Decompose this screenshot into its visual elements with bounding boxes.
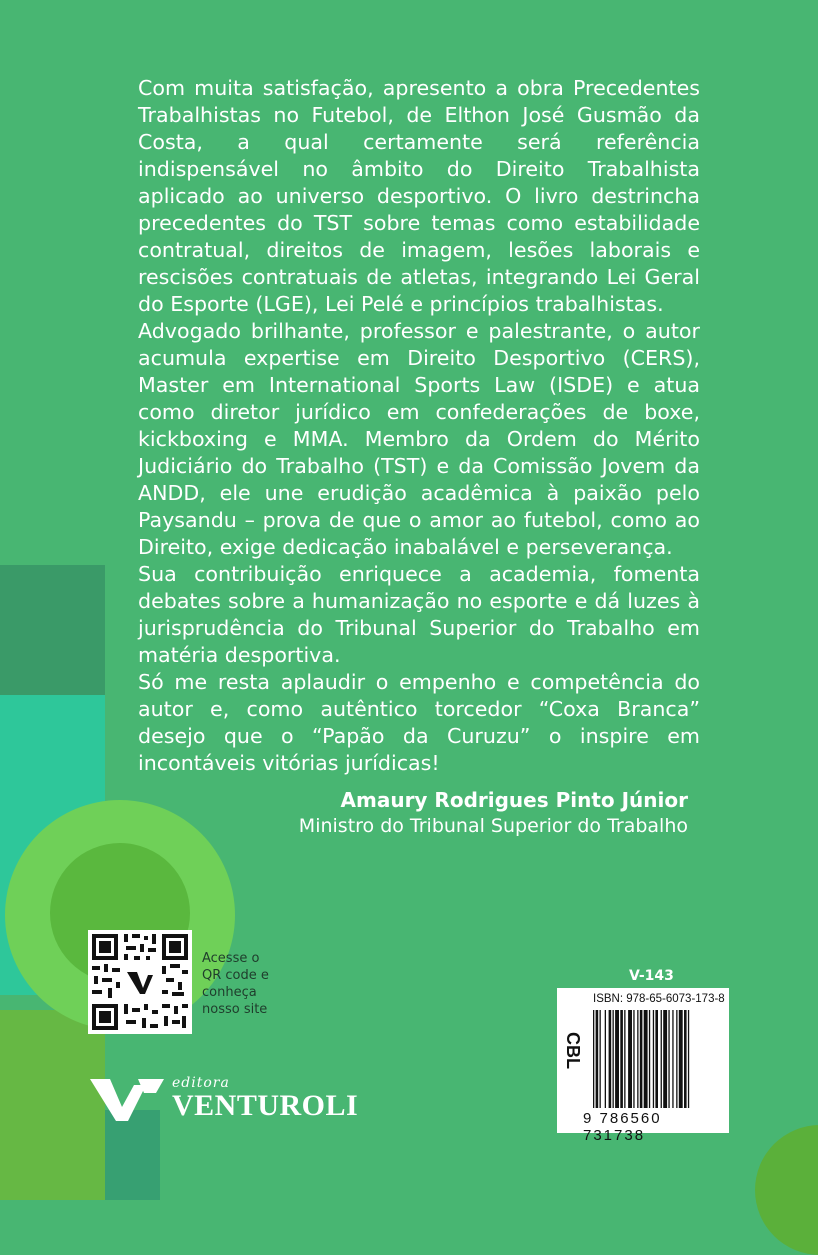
- barcode-bar: [624, 1010, 625, 1108]
- barcode-bar: [655, 1010, 658, 1108]
- author-role: Ministro do Tribunal Superior do Trabalho: [298, 815, 688, 837]
- barcode-bar: [613, 1010, 614, 1108]
- book-code: V-143: [629, 968, 674, 984]
- barcode-bar: [615, 1010, 619, 1108]
- barcode-bar: [688, 1010, 689, 1108]
- barcode-bar: [640, 1010, 643, 1108]
- barcode-bar: [653, 1010, 654, 1108]
- decor-block-dark: [0, 565, 105, 695]
- barcode-bar: [600, 1010, 601, 1108]
- barcode-bars: [593, 1010, 723, 1110]
- author-name: Amaury Rodrigues Pinto Júnior: [340, 788, 688, 812]
- cbl-seal: CBL: [563, 1032, 583, 1069]
- qr-caption-line: QR code e: [202, 968, 269, 983]
- barcode-bar: [649, 1010, 650, 1108]
- barcode-bar: [609, 1010, 612, 1108]
- back-cover-text: [138, 75, 700, 777]
- barcode-bar: [672, 1010, 673, 1108]
- decor-block-teal: [0, 695, 105, 795]
- barcode-bar: [628, 1010, 632, 1108]
- paragraph: Advogado brilhante, professor e palestrante, o autor acumula expertise em Direito Desportivo (CERS), Master em International Sports Law (ISDE) e atua como diretor jurídico em confederações de boxe, kickboxing e MMA. Membro da Ordem do Mérito Judiciário do Trabalho (TST) e da Comissão Jovem da ANDD, ele une erudição acadêmica à paixão pelo Paysandu – prova de que o amor ao futebol, como ao Direito, exige dedicação inabalável e perseverança.: [138, 319, 700, 559]
- qr-caption-line: Acesse o: [202, 951, 260, 966]
- qr-caption-line: conheça: [202, 985, 257, 1000]
- publisher-name: VENTUROLI: [172, 1089, 359, 1122]
- barcode-bar: [593, 1010, 594, 1108]
- barcode-bar: [663, 1010, 667, 1108]
- qr-code[interactable]: [88, 930, 192, 1034]
- publisher-label: editora: [172, 1075, 230, 1091]
- qr-caption-line: nosso site: [202, 1002, 268, 1017]
- decor-circle-corner: [755, 1125, 818, 1255]
- barcode-digits: 9 786560 731738: [583, 1110, 662, 1144]
- isbn-label: ISBN: 978-65-6073-173-8: [593, 993, 725, 1005]
- barcode-bar: [668, 1010, 669, 1108]
- qr-caption: [202, 950, 269, 1018]
- isbn-barcode: [557, 988, 729, 1144]
- barcode-bar: [679, 1010, 683, 1108]
- barcode-bar: [637, 1010, 638, 1108]
- venturoli-logo-icon: [88, 1077, 166, 1123]
- publisher-logo: [88, 1075, 378, 1125]
- barcode-bar: [596, 1010, 599, 1108]
- paragraph: Com muita satisfação, apresento a obra Precedentes Trabalhistas no Futebol, de Elthon José Gusmão da Costa, a qual certamente será referência indispensável no âmbito do Direito Trabalhista aplicado ao universo desportivo. O livro destrincha precedentes do TST sobre temas como estabilidade contratual, direitos de imagem, lesões laborais e rescisões contratuais de atletas, integrando Lei Geral do Esporte (LGE), Lei Pelé e princípios trabalhistas.: [138, 76, 700, 316]
- barcode-bar: [633, 1010, 634, 1108]
- barcode-bar: [644, 1010, 648, 1108]
- paragraph: Sua contribuição enriquece a academia, fomenta debates sobre a humanização no esporte e dá luzes à jurisprudência do Tribunal Superior do Trabalho em matéria desportiva.: [138, 562, 700, 667]
- barcode-bar: [676, 1010, 677, 1108]
- barcode-bar: [620, 1010, 623, 1108]
- barcode-bar: [684, 1010, 687, 1108]
- author-signature: [299, 787, 688, 839]
- paragraph: Só me resta aplaudir o empenho e competência do autor e, como autêntico torcedor “Coxa Branca” desejo que o “Papão da Curuzu” o inspire em incontáveis vitórias jurídicas!: [138, 670, 700, 775]
- barcode-bar: [605, 1010, 606, 1108]
- barcode-bar: [661, 1010, 662, 1108]
